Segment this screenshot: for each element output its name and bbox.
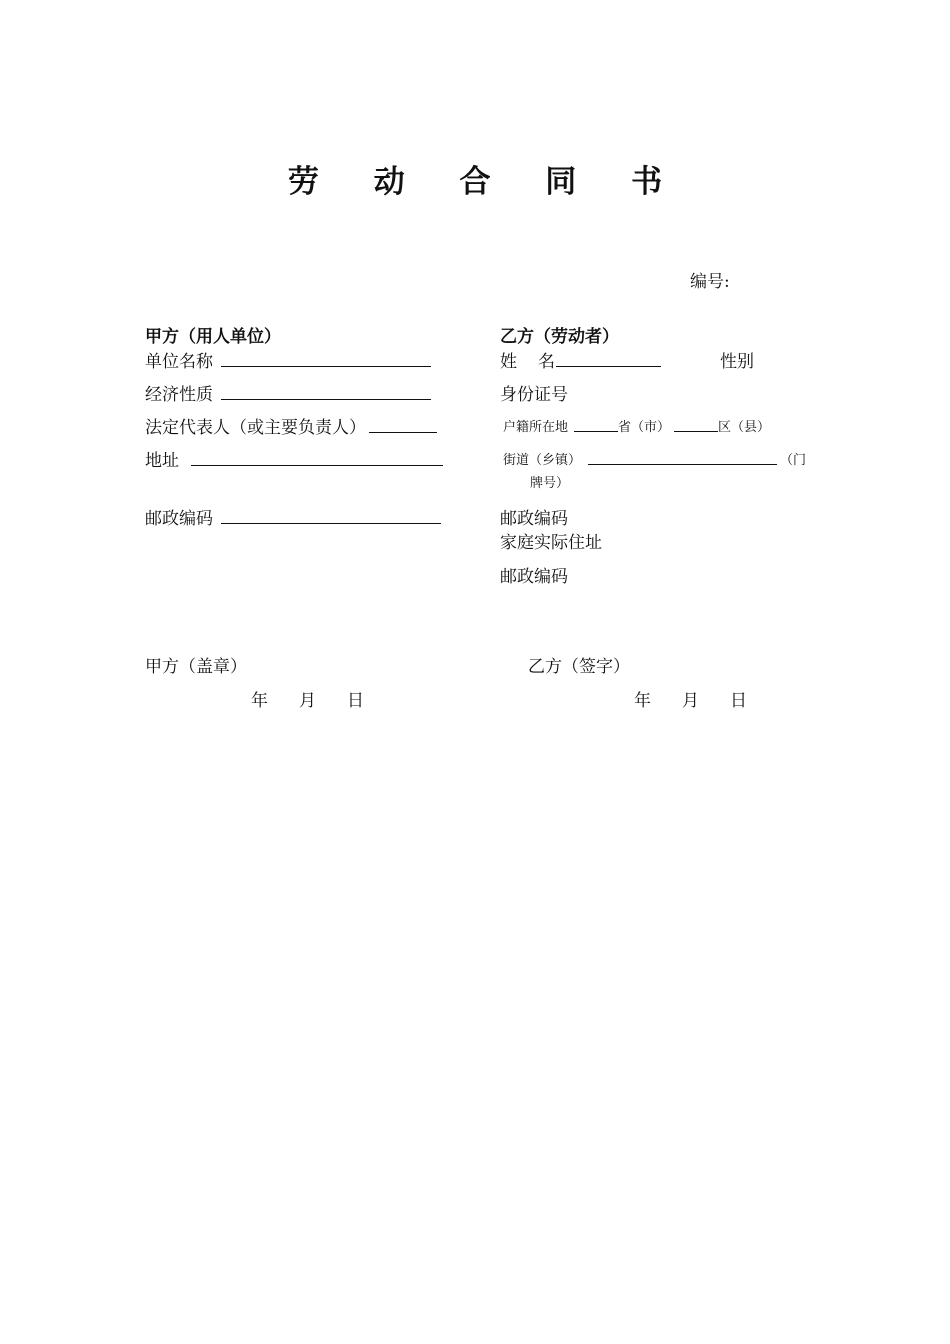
party-b-sign-label: 乙方（签字）	[528, 657, 630, 677]
home-postcode-label: 邮政编码	[500, 567, 568, 587]
household-province-field[interactable]	[574, 431, 618, 432]
id-number-label: 身份证号	[500, 385, 568, 405]
address-field[interactable]	[191, 465, 443, 466]
address-label: 地址	[145, 451, 179, 471]
economic-nature-field[interactable]	[221, 399, 431, 400]
gender-label: 性别	[720, 352, 754, 372]
household-district-label: 区（县）	[718, 420, 771, 435]
page-title: 劳 动 合 同 书	[287, 164, 685, 200]
party-b-heading: 乙方（劳动者）	[500, 327, 619, 347]
street-prefix-label: 街道（乡镇）	[503, 453, 582, 468]
party-a-month-label: 月	[299, 691, 316, 711]
home-address-label: 家庭实际住址	[500, 533, 602, 553]
contract-number-label: 编号:	[690, 272, 730, 292]
street-field[interactable]	[588, 464, 777, 465]
party-a-day-label: 日	[347, 691, 364, 711]
party-a-year-label: 年	[251, 691, 268, 711]
household-district-field[interactable]	[674, 431, 718, 432]
unit-name-label: 单位名称	[145, 352, 213, 372]
party-b-month-label: 月	[682, 691, 699, 711]
street-suffix-label: （门	[780, 453, 807, 468]
party-b-year-label: 年	[634, 691, 651, 711]
name-label-second-char: 名	[538, 352, 555, 372]
street-suffix-label-cont: 牌号）	[530, 476, 570, 491]
legal-rep-label: 法定代表人（或主要负责人）	[145, 418, 366, 438]
party-b-day-label: 日	[730, 691, 747, 711]
legal-rep-field[interactable]	[369, 432, 437, 433]
household-prefix-label: 户籍所在地	[503, 420, 569, 435]
unit-name-field[interactable]	[221, 366, 431, 367]
party-a-postcode-label: 邮政编码	[145, 509, 213, 529]
party-a-seal-label: 甲方（盖章）	[145, 657, 247, 677]
household-province-label: 省（市）	[618, 420, 671, 435]
economic-nature-label: 经济性质	[145, 385, 213, 405]
party-a-postcode-field[interactable]	[221, 523, 441, 524]
party-a-heading: 甲方（用人单位）	[145, 327, 281, 347]
name-label-first-char: 姓	[500, 352, 517, 372]
party-b-postcode-label: 邮政编码	[500, 509, 568, 529]
name-field[interactable]	[556, 366, 661, 367]
